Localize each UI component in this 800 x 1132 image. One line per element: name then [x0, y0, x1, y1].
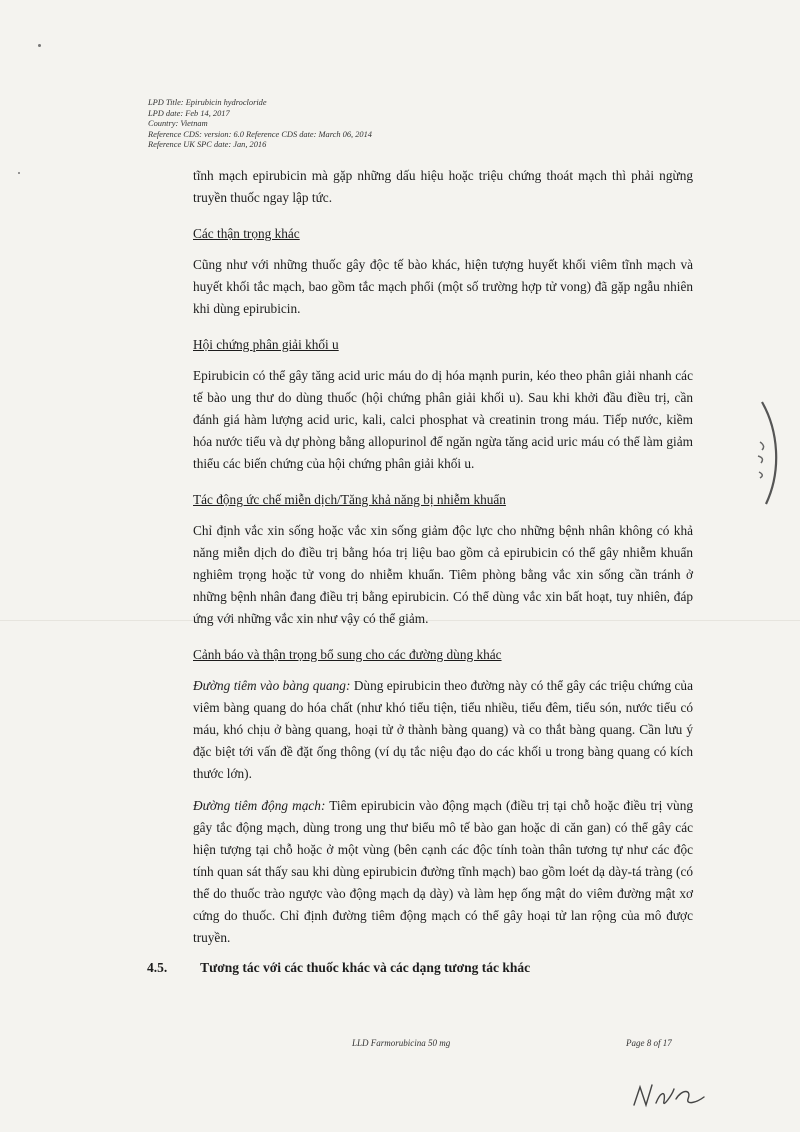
- tls-paragraph: Epirubicin có thể gây tăng acid uric máu do dị hóa mạnh purin, kéo theo phân giải nhanh các tế bào ung thư do dùng thuốc (hội chứng phân giải khối u). Sau khi khởi đầu điều trị, cần đánh giá hàm lượng acid uric, kali, calci phosphat và creatinin trong máu. Tiếp nước, kiềm hóa nước tiểu và dự phòng bằng allopurinol để ngăn ngừa tăng acid uric máu có thể làm giảm thiểu các biến chứng của hội chứng phân giải khối u.: [193, 368, 693, 471]
- bladder-route-paragraph: [193, 675, 693, 785]
- section-title: Tương tác với các thuốc khác và các dạng tương tác khác: [200, 960, 531, 975]
- artery-route-text: Tiêm epirubicin vào động mạch (điều trị tại chỗ hoặc điều trị vùng gây tắc động mạch, dùng trong ung thư biểu mô tế bào gan hoặc di căn gan) có thể gây các hiện tượng tại chỗ hoặc ở một vùng (bên cạnh các độc tính toàn thân tương tự như các độc tính quan sát thấy sau khi dùng epirubicin đường tĩnh mạch) bao gồm loét dạ dày-tá tràng (có thể do thuốc trào ngược vào động mạch dạ dày) và làm hẹp ống mật do viêm đường mật xơ cứng do thuốc. Chỉ định đường tiêm động mạch có thể gây hoại tử lan rộng của mô được truyền.: [193, 798, 693, 945]
- footer-product: LLD Farmorubicina 50 mg: [352, 1038, 451, 1048]
- header-reference-cds: Reference CDS: version: 6.0 Reference CDS date: March 06, 2014: [148, 129, 372, 139]
- bladder-route-text: Dùng epirubicin theo đường này có thể gây các triệu chứng của viêm bàng quang do hóa chất (như khó tiểu tiện, tiểu nhiều, tiểu đêm, tiểu són, nước tiểu có máu, khó chịu ở bàng quang, hoại tử ở thành bàng quang) và co thắt bàng quang. Cần lưu ý đặc biệt tới vấn đề đặt ống thông (ví dụ tắc niệu đạo do các khối u trong bàng quang có kích thước lớn).: [193, 678, 693, 781]
- other-routes-heading: Cảnh báo và thận trọng bổ sung cho các đường dùng khác: [193, 647, 502, 662]
- header-country: Country: Vietnam: [148, 119, 208, 129]
- document-header: [148, 98, 372, 151]
- section-heading: [147, 960, 707, 976]
- header-date: LPD date: Feb 14, 2017: [148, 108, 230, 118]
- bladder-route-label: Đường tiêm vào bàng quang:: [193, 678, 351, 693]
- header-reference-spc: Reference UK SPC date: Jan, 2016: [148, 140, 267, 150]
- header-title: LPD Title: Epirubicin hydrocloride: [148, 98, 267, 107]
- precautions-heading: Các thận trọng khác: [193, 226, 300, 241]
- handwritten-initials: [630, 1075, 710, 1115]
- footer-page-number: Page 8 of 17: [626, 1038, 672, 1048]
- immunosuppression-heading: Tác động ức chế miễn dịch/Tăng khả năng bị nhiễm khuẩn: [193, 492, 506, 507]
- section-number: 4.5.: [147, 960, 168, 975]
- precautions-paragraph: Cũng như với những thuốc gây độc tế bào khác, hiện tượng huyết khối viêm tĩnh mạch và huyết khối tắc mạch, bao gồm tắc mạch phổi (một số trường hợp tử vong) đã gặp ngẫu nhiên khi dùng epirubicin.: [193, 257, 693, 316]
- scan-speck: [18, 172, 20, 174]
- immunosuppression-paragraph: Chỉ định vắc xin sống hoặc vắc xin sống giảm độc lực cho những bệnh nhân không có khả năng miễn dịch do điều trị bằng hóa trị liệu bao gồm cả epirubicin có thể gây nhiễm khuẩn nghiêm trọng hoặc tử vong do nhiễm khuẩn. Tiêm phòng bằng vắc xin sống cần tránh ở những bệnh nhân đang điều trị bằng epirubicin. Có thể dùng vắc xin bất hoạt, tuy nhiên, đáp ứng với những vắc xin như vậy có thể giảm.: [193, 523, 693, 626]
- main-content: [193, 165, 693, 959]
- artery-route-label: Đường tiêm động mạch:: [193, 798, 326, 813]
- intro-paragraph: tĩnh mạch epirubicin mà gặp những dấu hiệu hoặc triệu chứng thoát mạch thì phải ngừng truyền thuốc ngay lập tức.: [193, 168, 693, 205]
- artery-route-paragraph: [193, 795, 693, 949]
- tls-heading: Hội chứng phân giải khối u: [193, 337, 339, 352]
- stamp-edge-mark: [748, 400, 788, 510]
- scan-speck: [38, 44, 41, 47]
